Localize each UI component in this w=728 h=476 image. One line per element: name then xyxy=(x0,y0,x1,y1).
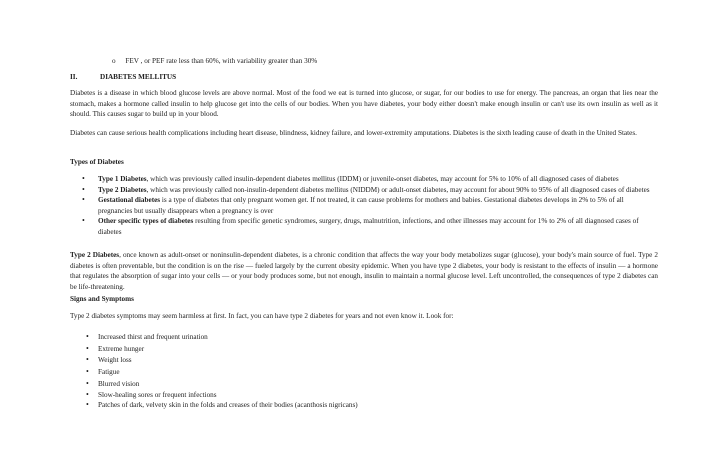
list-item xyxy=(70,185,658,196)
symptom-text: Increased thirst and frequent urination xyxy=(98,333,208,341)
bullet-icon: • xyxy=(86,378,89,388)
type2-paragraph xyxy=(70,250,658,292)
type-term: Gestational diabetes xyxy=(98,196,161,205)
bullet-icon: • xyxy=(82,195,85,205)
symptom-text: Patches of dark, velvety skin in the folds and creases of their bodies (acanthosis nigricans) xyxy=(98,401,358,410)
types-heading: Types of Diabetes xyxy=(70,158,124,166)
bullet-icon: • xyxy=(82,184,85,194)
bullet-icon: • xyxy=(86,390,89,400)
bullet-icon: • xyxy=(86,343,89,353)
section-title: DIABETES MELLITUS xyxy=(100,73,177,81)
complications-paragraph: Diabetes can cause serious health complications including heart disease, blindness, kidney failure, and lower-extremity amputations. Diabetes is the sixth leading cause of death in the United States. xyxy=(70,129,637,137)
type-term: Type 2 Diabetes xyxy=(98,185,147,194)
sub-bullet-marker: o xyxy=(112,57,116,65)
sub-list-text: FEV , or PEF rate less than 60%, with variability greater than 30% xyxy=(125,57,318,65)
types-list xyxy=(70,174,658,238)
symptom-text: Weight loss xyxy=(98,356,132,365)
symptom-text: Extreme hunger xyxy=(98,344,145,353)
type-description: , which was previously called insulin-dependent diabetes mellitus (IDDM) or juvenile-onset diabetes, may account for 5% to 10% of all diagnosed cases of diabetes xyxy=(146,175,619,183)
section-number: II. xyxy=(70,73,78,81)
symptoms-list xyxy=(70,332,658,412)
list-item xyxy=(70,195,658,216)
type2-term: Type 2 Diabetes xyxy=(70,251,120,259)
list-item xyxy=(70,216,658,237)
section-heading xyxy=(70,72,177,83)
symptom-text: Slow-healing sores or frequent infections xyxy=(98,391,217,400)
bullet-icon: • xyxy=(86,332,89,341)
list-item xyxy=(70,355,658,367)
type-description: resulting from specific genetic syndromes, surgery, drugs, malnutrition, infections, and other illnesses may account for 1% to 2% of all diagnosed cases of diabetes xyxy=(98,217,639,236)
list-item xyxy=(70,400,658,412)
type-term: Type 1 Diabetes xyxy=(98,175,147,183)
type-term: Other specific types of diabetes xyxy=(98,217,194,226)
sub-list-item xyxy=(112,56,632,67)
bullet-icon: • xyxy=(82,216,85,226)
signs-heading: Signs and Symptoms xyxy=(70,295,134,303)
bullet-icon: • xyxy=(82,174,85,183)
signs-intro: Type 2 diabetes symptoms may seem harmless at first. In fact, you can have type 2 diabetes for years and not even know it. Look for: xyxy=(70,312,454,320)
symptom-text: Blurred vision xyxy=(98,379,140,388)
symptom-text: Fatigue xyxy=(98,368,120,377)
list-item xyxy=(70,332,658,344)
type2-description: , once known as adult-onset or noninsulin-dependent diabetes, is a chronic condition that affects the way your body metabolizes sugar (glucose), your body's main source of fuel. Type 2 diabetes is often preventable, but the condition is on the rise — fueled largely by the current obesity epidemic. When you have type 2 diabetes, your body is resistant to the effects of insulin — a hormone that regulates the absorption of sugar into your cells — or your body produces some, but not enough, insulin to maintain a normal glucose level. Left uncontrolled, the consequences of type 2 diabetes can be life-threatening. xyxy=(70,251,658,291)
type-description: is a type of diabetes that only pregnant women get. If not treated, it can cause problems for mothers and babies. Gestational diabetes develops in 2% to 5% of all pregnancies but usually disappears when a pregnancy is over xyxy=(98,196,624,215)
bullet-icon: • xyxy=(86,400,89,410)
list-item xyxy=(70,379,658,391)
list-item xyxy=(70,390,658,400)
bullet-icon: • xyxy=(86,355,89,365)
list-item xyxy=(70,174,658,185)
list-item xyxy=(70,344,658,356)
list-item xyxy=(70,367,658,379)
type-description: , which was previously called non-insulin-dependent diabetes mellitus (NIDDM) or adult-onset diabetes, may account for about 90% to 95% of all diagnosed cases of diabetes xyxy=(146,185,650,194)
bullet-icon: • xyxy=(86,367,89,377)
intro-paragraph: Diabetes is a disease in which blood glucose levels are above normal. Most of the food we eat is turned into glucose, or sugar, for our bodies to use for energy. The pancreas, an organ that lies near the stomach, makes a hormone called insulin to help glucose get into the cells of our bodies. When you have diabetes, your body either doesn't make enough insulin or can't use its own insulin as well as it should. This causes sugar to build up in your blood. xyxy=(70,89,658,119)
